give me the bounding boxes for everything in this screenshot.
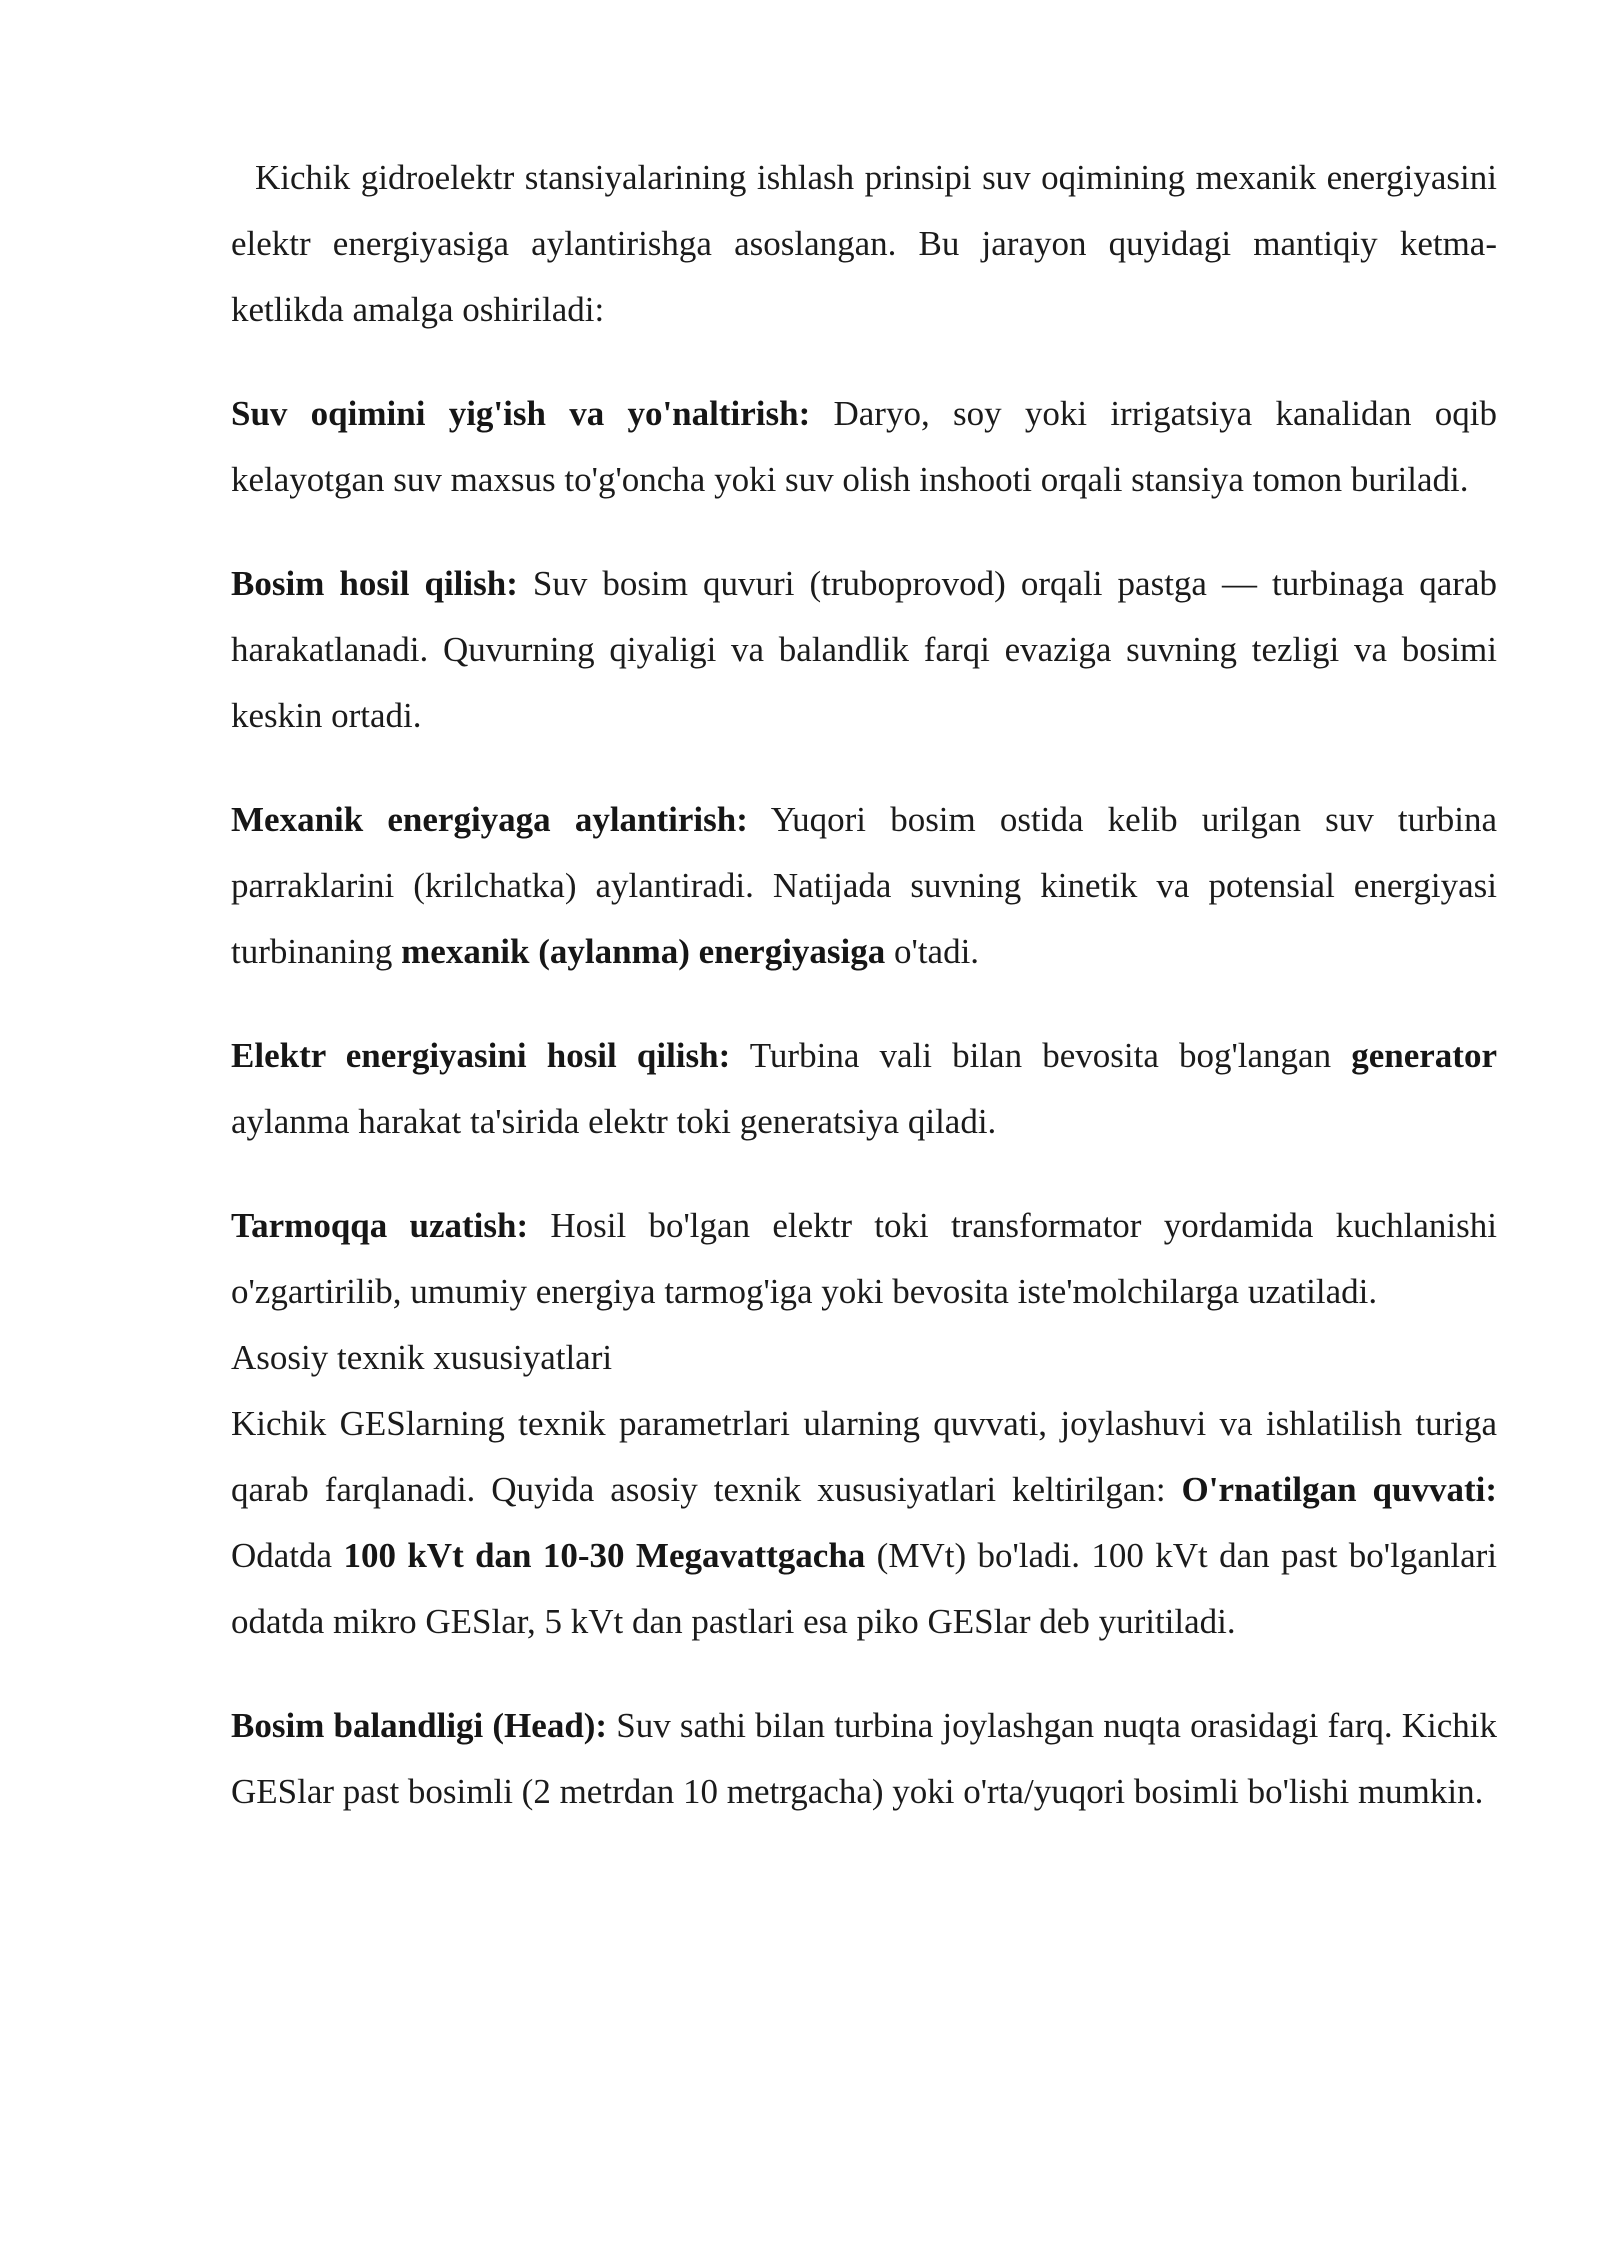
spec-emphasis: 100 kVt dan 10-30 Megavattgacha [343, 1536, 866, 1575]
step-mechanical-energy [231, 787, 1497, 985]
document-body [231, 145, 1497, 1863]
spec-title: O'rnatilgan quvvati: [1181, 1470, 1497, 1509]
step-title: Suv oqimini yig'ish va yo'naltirish: [231, 394, 811, 433]
step-text: Yuqori bosim ostida kelib urilgan suv turbina parraklarini (krilchatka) aylantiradi. Natijada suvning kinetik va potensial energiyasi turbinaning [231, 800, 1498, 971]
spec-head-paragraph [231, 1693, 1497, 1825]
intro-text: Kichik gidroelektr stansiyalarining ishlash prinsipi suv oqimining mexanik energiyasini elektr energiyasiga aylantirishga asoslangan. Bu jarayon quyidagi mantiqiy ketma-ketlikda amalga oshiriladi: [231, 158, 1497, 329]
step-title: Bosim hosil qilish: [231, 564, 518, 603]
step-text: Daryo, soy yoki irrigatsiya kanalidan oqib kelayotgan suv maxsus to'g'oncha yoki suv olish inshooti orqali stansiya tomon buriladi. [231, 394, 1497, 499]
technical-specs-paragraph [231, 1391, 1497, 1655]
step-title: Tarmoqqa uzatish: [231, 1206, 529, 1245]
step-emphasis: generator [1351, 1036, 1497, 1075]
spec-text: Odatda [231, 1536, 344, 1575]
step-text: Hosil bo'lgan elektr toki transformator yordamida kuchlanishi o'zgartirilib, umumiy energiya tarmog'iga yoki bevosita iste'molchilarga uzatiladi. [231, 1206, 1497, 1311]
step-title: Elektr energiyasini hosil qilish: [231, 1036, 731, 1075]
step-text-end: aylanma harakat ta'sirida elektr toki generatsiya qiladi. [231, 1102, 997, 1141]
spec-text: Suv sathi bilan turbina joylashgan nuqta orasidagi farq. Kichik GESlar past bosimli (2 metrdan 10 metrgacha) yoki o'rta/yuqori bosimli bo'lishi mumkin. [231, 1706, 1498, 1811]
step-text-end: o'tadi. [885, 932, 980, 971]
step-title: Mexanik energiyaga aylantirish: [231, 800, 748, 839]
intro-paragraph [231, 145, 1497, 343]
step-grid-transmission [231, 1193, 1497, 1325]
spec-text-end: (MVt) bo'ladi. 100 kVt dan past bo'lganlari odatda mikro GESlar, 5 kVt dan pastlari esa piko GESlar deb yuritiladi. [231, 1536, 1497, 1641]
step-pressure [231, 551, 1497, 749]
step-emphasis: mexanik (aylanma) energiyasiga [401, 932, 886, 971]
step-text: Turbina vali bilan bevosita bog'langan [730, 1036, 1352, 1075]
step-water-collection [231, 381, 1497, 513]
section-intro-text: Kichik GESlarning texnik parametrlari ularning quvvati, joylashuvi va ishlatilish turiga qarab farqlanadi. Quyida asosiy texnik xususiyatlari keltirilgan: [231, 1404, 1497, 1509]
step-text: Suv bosim quvuri (truboprovod) orqali pastga — turbinaga qarab harakatlanadi. Quvurning qiyaligi va balandlik farqi evaziga suvning tezligi va bosimi keskin ortadi. [231, 564, 1497, 735]
spec-title: Bosim balandligi (Head): [231, 1706, 608, 1745]
step-electric-generation [231, 1023, 1497, 1155]
section-heading: Asosiy texnik xususiyatlari [231, 1338, 613, 1377]
